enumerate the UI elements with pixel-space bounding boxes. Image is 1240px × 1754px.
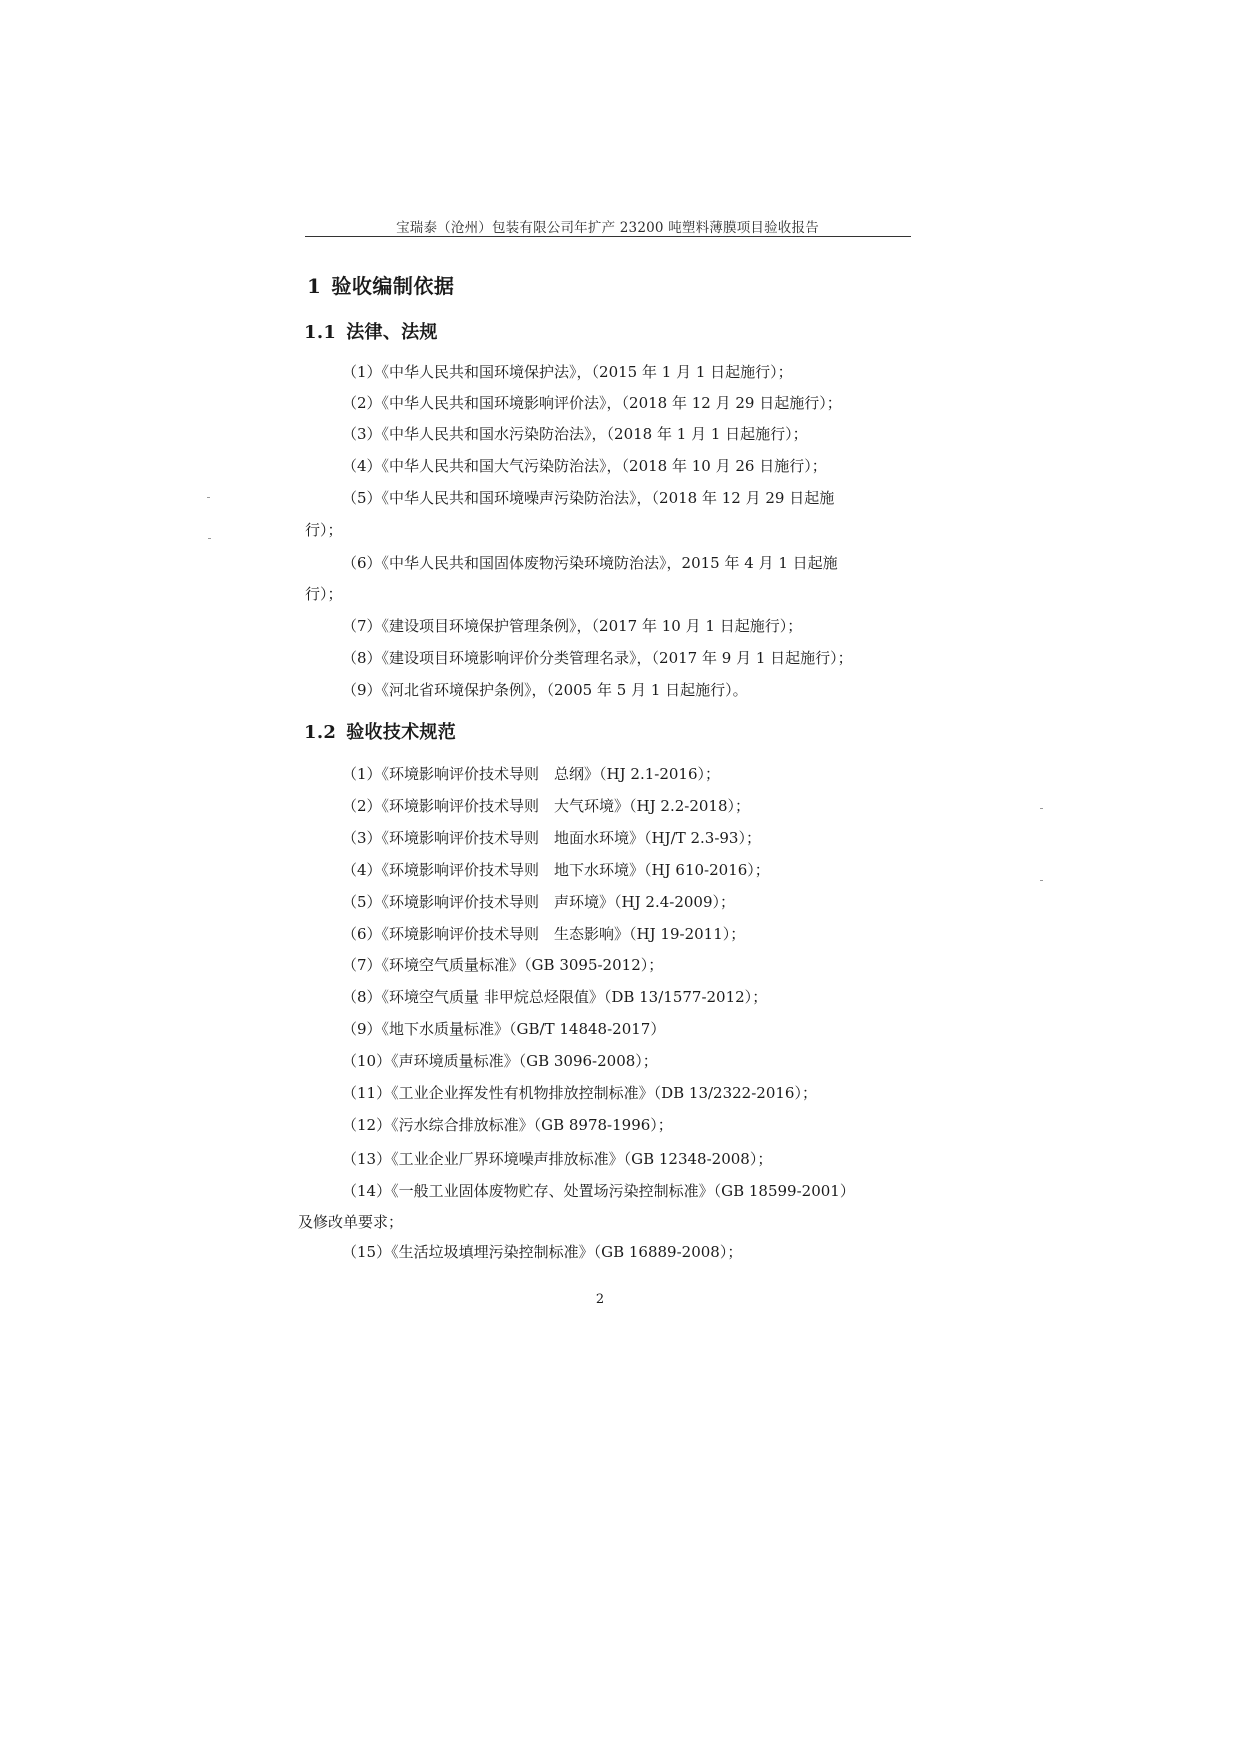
standard-item: （9）《地下水质量标准》（GB/T 14848-2017） — [342, 1020, 666, 1038]
page-number: 2 — [595, 1292, 605, 1307]
standard-item: （6）《环境影响评价技术导则 生态影响》（HJ 19-2011）； — [342, 925, 746, 943]
chapter-heading — [307, 270, 454, 299]
standard-item: （12）《污水综合排放标准》（GB 8978-1996）； — [342, 1116, 673, 1134]
law-item: （1）《中华人民共和国环境保护法》，（2015 年 1 月 1 日起施行）； — [342, 363, 793, 381]
scan-speck — [1040, 880, 1043, 881]
standard-item: （2）《环境影响评价技术导则 大气环境》（HJ 2.2-2018）； — [342, 797, 751, 815]
law-item: （3）《中华人民共和国水污染防治法》，（2018 年 1 月 1 日起施行）； — [342, 425, 808, 443]
standard-item: （13）《工业企业厂界环境噪声排放标准》（GB 12348-2008）； — [342, 1150, 773, 1168]
law-item: （4）《中华人民共和国大气污染防治法》，（2018 年 10 月 26 日施行）； — [342, 457, 827, 475]
section-title: 验收技术规范 — [346, 722, 457, 743]
standard-item: （11）《工业企业挥发性有机物排放控制标准》（DB 13/2322-2016）； — [342, 1084, 817, 1102]
section-number: 1.2 — [304, 722, 337, 743]
standard-item: （15）《生活垃圾填埋污染控制标准》（GB 16889-2008）； — [342, 1243, 743, 1261]
scan-speck — [207, 497, 210, 498]
standard-item-continuation: 及修改单要求； — [298, 1213, 404, 1231]
law-item-continuation: 行）； — [305, 521, 343, 539]
standard-item: （4）《环境影响评价技术导则 地下水环境》（HJ 610-2016）； — [342, 861, 770, 879]
scan-speck — [1040, 808, 1043, 809]
section-title: 法律、法规 — [346, 322, 438, 343]
section-heading-1-1 — [304, 318, 438, 344]
law-item: （6）《中华人民共和国固体废物污染环境防治法》，2015 年 4 月 1 日起施 — [342, 554, 838, 572]
law-item: （8）《建设项目环境影响评价分类管理名录》，（2017 年 9 月 1 日起施行）； — [342, 649, 853, 667]
standard-item: （8）《环境空气质量 非甲烷总烃限值》（DB 13/1577-2012）； — [342, 988, 768, 1006]
chapter-title: 验收编制依据 — [331, 274, 455, 298]
chapter-number: 1 — [307, 274, 322, 298]
scan-speck — [208, 538, 211, 539]
standard-item: （1）《环境影响评价技术导则 总纲》（HJ 2.1-2016）； — [342, 765, 721, 783]
law-item: （7）《建设项目环境保护管理条例》，（2017 年 10 月 1 日起施行）； — [342, 617, 803, 635]
section-number: 1.1 — [304, 322, 337, 343]
standard-item: （10）《声环境质量标准》（GB 3096-2008）； — [342, 1052, 658, 1070]
law-item: （2）《中华人民共和国环境影响评价法》，（2018 年 12 月 29 日起施行）； — [342, 394, 842, 412]
standard-item: （14）《一般工业固体废物贮存、处置场污染控制标准》（GB 18599-2001） — [342, 1182, 855, 1200]
law-item-continuation: 行）； — [305, 585, 343, 603]
section-heading-1-2 — [304, 718, 456, 744]
standard-item: （5）《环境影响评价技术导则 声环境》（HJ 2.4-2009）； — [342, 893, 736, 911]
standard-item: （7）《环境空气质量标准》（GB 3095-2012）； — [342, 956, 664, 974]
standard-item: （3）《环境影响评价技术导则 地面水环境》（HJ/T 2.3-93）； — [342, 829, 761, 847]
law-item: （5）《中华人民共和国环境噪声污染防治法》，（2018 年 12 月 29 日起施 — [342, 489, 835, 507]
running-header: 宝瑞泰（沧州）包装有限公司年扩产 23200 吨塑料薄膜项目验收报告 — [396, 220, 819, 236]
law-item: （9）《河北省环境保护条例》，（2005 年 5 月 1 日起施行）。 — [342, 681, 748, 699]
header-rule — [305, 236, 911, 237]
